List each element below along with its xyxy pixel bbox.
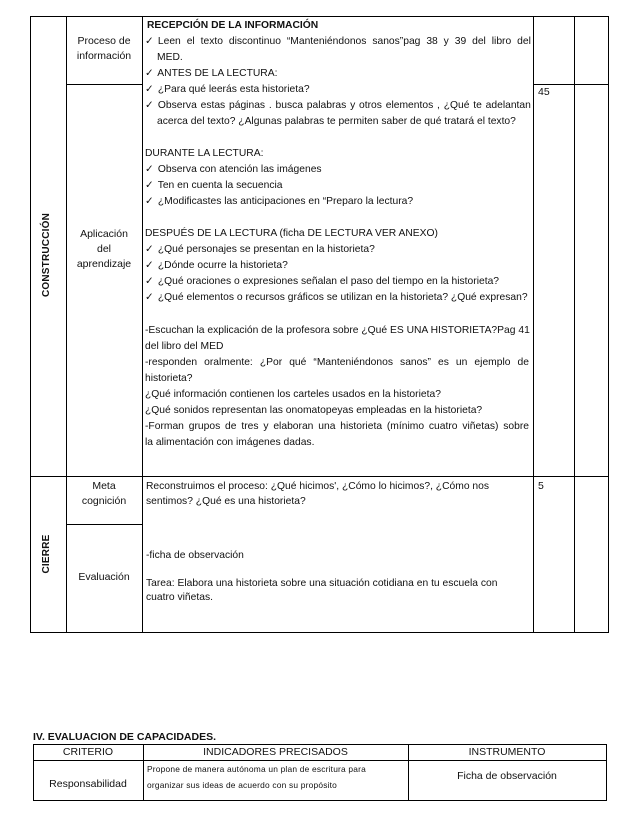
header-indicadores: INDICADORES PRECISADOS (203, 746, 348, 758)
check-icon: ✓ (145, 260, 154, 271)
section-title-evaluacion: IV. EVALUACION DE CAPACIDADES. (33, 731, 216, 743)
col-divider-2 (142, 16, 143, 633)
time-construccion: 45 (538, 86, 550, 98)
header-instrumento: INSTRUMENTO (468, 746, 546, 758)
cell-criterio: Responsabilidad (49, 778, 127, 790)
meta-text-line: sentimos? ¿Qué es una historieta? (146, 496, 306, 507)
phase-label-cierre: CIERRE (41, 534, 52, 574)
time-cierre: 5 (538, 480, 544, 492)
col-divider-4 (574, 16, 575, 633)
recepcion-item: ✓ ¿Para qué leerás esta historieta? (145, 82, 529, 98)
check-icon: ✓ (145, 276, 154, 287)
check-icon: ✓ (145, 244, 154, 255)
despues-title: DESPUÉS DE LA LECTURA (ficha DE LECTURA VER ANEXO) (145, 228, 438, 239)
table-left-border (30, 16, 31, 633)
check-icon: ✓ (145, 84, 154, 95)
cell-indicador (147, 761, 407, 793)
meta-text (146, 479, 530, 509)
check-icon: ✓ (145, 180, 154, 191)
indicador-line: Propone de manera autónoma un plan de escritura para (147, 764, 366, 774)
despues-item: ✓ ¿Dónde ocurre la historieta? (145, 258, 529, 274)
subphase-aplicacion (66, 227, 142, 272)
aplicacion-line-2: del (96, 243, 111, 255)
phase-label-construccion: CONSTRUCCIÓN (41, 212, 52, 298)
eval-col-right (606, 744, 607, 801)
row-divider-cierre (30, 476, 609, 477)
check-icon: ✓ (145, 164, 154, 175)
durante-title: DURANTE LA LECTURA: (145, 148, 264, 159)
paragraph-line: ¿Qué sonidos representan las onomatopeyas empleadas en la historieta? (145, 405, 483, 416)
paragraph-line: la alimentación con imágenes dadas. (145, 437, 315, 448)
tarea-line: Tarea: Elabora una historieta sobre una situación cotidiana en tu escuela con (146, 578, 498, 589)
ficha-text: -ficha de observación (146, 550, 244, 561)
durante-item: ✓ ¿Modificastes las anticipaciones en “Preparo la lectura? (145, 194, 529, 210)
recepcion-item: ✓ ANTES DE LA LECTURA: (145, 66, 529, 82)
row-divider-proceso (66, 84, 142, 85)
meta-line-1: Meta (92, 480, 116, 492)
durante-item: ✓ Observa con atención las imágenes (145, 162, 529, 178)
tarea-text (146, 577, 530, 605)
check-icon: ✓ (145, 100, 154, 111)
check-icon: ✓ (145, 292, 154, 303)
col-divider-1 (66, 16, 67, 633)
row-divider-meta (66, 524, 142, 525)
aplicacion-line-3: aprendizaje (76, 258, 132, 270)
paragraph-line: historieta? (145, 373, 193, 384)
recepcion-item-cont: MED. (157, 52, 183, 63)
col-divider-3 (533, 16, 534, 633)
paragraph-line: -responden oralmente: ¿Por qué “Manteniéndonos sanos” es un ejemplo de (145, 357, 529, 368)
subphase-meta (66, 479, 142, 509)
despues-item: ✓ ¿Qué elementos o recursos gráficos se utilizan en la historieta? ¿Qué expresan? (145, 290, 529, 306)
subphase-evaluacion: Evaluación (78, 571, 130, 583)
table-right-border (608, 16, 609, 633)
check-icon: ✓ (145, 196, 154, 207)
header-criterio: CRITERIO (62, 746, 114, 758)
eval-table-bottom (33, 800, 607, 801)
check-icon: ✓ (145, 68, 154, 79)
cell-instrumento: Ficha de observación (457, 770, 557, 782)
tarea-line: cuatro viñetas. (146, 592, 213, 603)
durante-item: ✓ Ten en cuenta la secuencia (145, 178, 529, 194)
row-divider-time (533, 84, 609, 85)
aplicacion-line-1: Aplicación (80, 228, 128, 240)
meta-text-line: Reconstruimos el proceso: ¿Qué hicimos', ¿Cómo lo hicimos?, ¿Cómo nos (146, 481, 490, 492)
meta-line-2: cognición (81, 495, 127, 507)
table-top-border (30, 16, 609, 17)
proceso-line-2: información (76, 50, 132, 62)
paragraph-line: -Forman grupos de tres y elaboran una historieta (mínimo cuatro viñetas) sobre (145, 421, 529, 432)
subphase-proceso (66, 34, 142, 64)
recepcion-item: ✓ Observa estas páginas . busca palabras y otros elementos , ¿Qué te adelantan (145, 98, 529, 114)
indicador-line: organizar sus ideas de acuerdo con su propósito (147, 780, 338, 790)
recepcion-item: ✓ Leen el texto discontinuo “Manteniéndonos sanos”pag 38 y 39 del libro del (145, 34, 529, 50)
despues-item: ✓ ¿Qué personajes se presentan en la historieta? (145, 242, 529, 258)
table-bottom-border (30, 632, 609, 633)
proceso-line-1: Proceso de (77, 35, 131, 47)
check-icon: ✓ (145, 36, 154, 47)
paragraph-line: del libro del MED (145, 341, 224, 352)
recepcion-item-cont: acerca del texto? ¿Algunas palabras te permiten saber de qué tratará el texto? (157, 116, 516, 127)
paragraph-line: ¿Qué información contienen los carteles usados en la historieta? (145, 389, 441, 400)
paragraph-line: -Escuchan la explicación de la profesora sobre ¿Qué ES UNA HISTORIETA?Pag 41 (145, 325, 530, 336)
construccion-content (145, 18, 529, 451)
recepcion-title: RECEPCIÓN DE LA INFORMACIÓN (147, 20, 319, 31)
despues-item: ✓ ¿Qué oraciones o expresiones señalan el paso del tiempo en la historieta? (145, 274, 529, 290)
